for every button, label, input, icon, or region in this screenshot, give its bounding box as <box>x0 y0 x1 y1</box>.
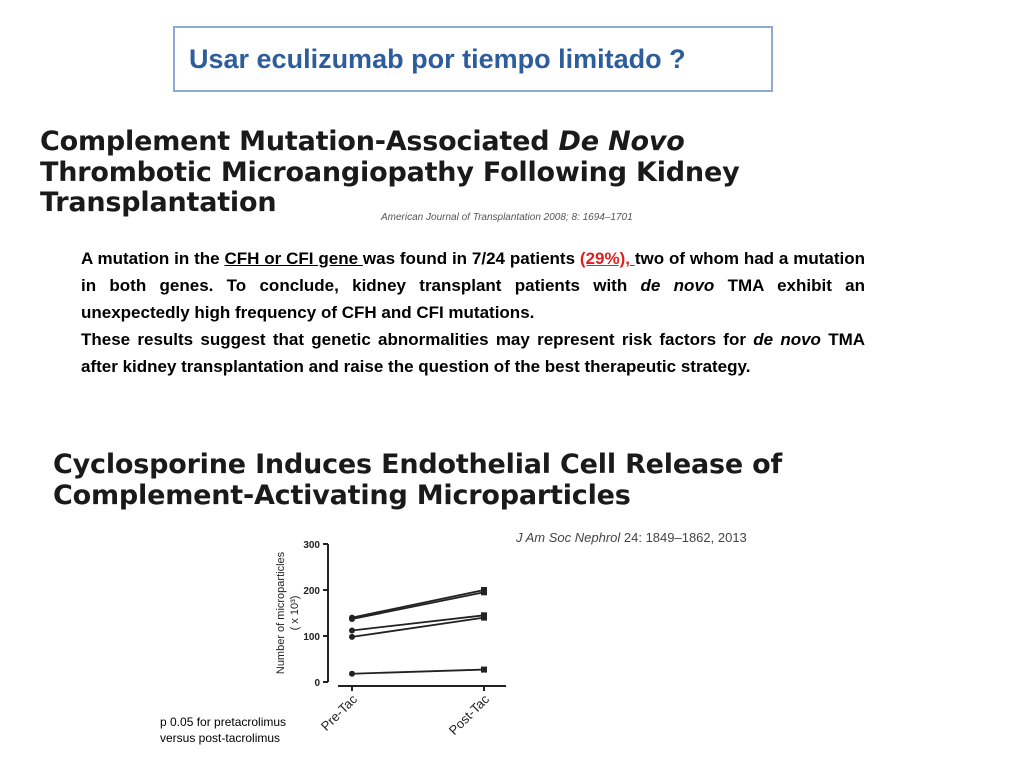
data-point-pre <box>349 627 355 633</box>
article2-title-line2: Complement-Activating Microparticles <box>53 479 631 511</box>
y-tick-label: 200 <box>303 586 320 597</box>
summary-paragraph-2: These results suggest that genetic abnormalities may represent risk factors for de novo TMA after kidney transplantation and raise the question of the best therapeutic strategy. <box>81 330 866 376</box>
slide-title: Usar eculizumab por tiempo limitado ? <box>189 43 686 74</box>
data-point-pre <box>349 616 355 622</box>
data-point-post <box>481 667 487 673</box>
y-tick-label: 300 <box>303 540 320 551</box>
microparticles-chart <box>260 530 520 750</box>
article2-title <box>53 450 782 511</box>
x-tick-label: Pre-Tac <box>317 691 361 734</box>
note-line1: p 0.05 for pretacrolimus <box>160 715 287 729</box>
summary-text <box>81 245 865 380</box>
data-point-pre <box>349 671 355 677</box>
series-line <box>352 615 484 630</box>
data-point-pre <box>349 634 355 640</box>
article1-title-line1: Complement Mutation-Associated De Novo <box>40 126 685 157</box>
y-tick-label: 0 <box>314 678 320 689</box>
article1-title <box>40 127 739 219</box>
article1-title-line3: Transplantation <box>40 187 277 218</box>
y-tick-label: 100 <box>303 632 320 643</box>
article2-citation: J Am Soc Nephrol 24: 1849–1862, 2013 <box>516 530 747 545</box>
series-line <box>352 670 484 674</box>
article2-title-line1: Cyclosporine Induces Endothelial Cell Release of <box>53 449 783 480</box>
series-line <box>352 590 484 618</box>
series-line <box>352 618 484 637</box>
article1-citation: American Journal of Transplantation 2008; 8: 1694–1701 <box>381 212 633 223</box>
slide-title-box <box>173 26 773 92</box>
article1-title-line2: Thrombotic Microangiopathy Following Kidney <box>40 156 740 188</box>
summary-paragraph-1: A mutation in the CFH or CFI gene was found in 7/24 patients (29%), two of whom had a mutation in both genes. To conclude, kidney transplant patients with de novo TMA exhibit an unexpectedly high frequency of CFH and CFI mutations. <box>81 249 866 322</box>
y-axis-label: Number of microparticles <box>275 551 287 675</box>
p-value-note <box>160 714 286 746</box>
x-tick-label: Post-Tac <box>445 691 493 738</box>
data-point-post <box>481 589 487 595</box>
series-line <box>352 592 484 619</box>
y-axis-label-unit: ( x 10³) <box>289 595 301 631</box>
note-line2: versus post-tacrolimus <box>160 731 281 745</box>
data-point-post <box>481 615 487 621</box>
